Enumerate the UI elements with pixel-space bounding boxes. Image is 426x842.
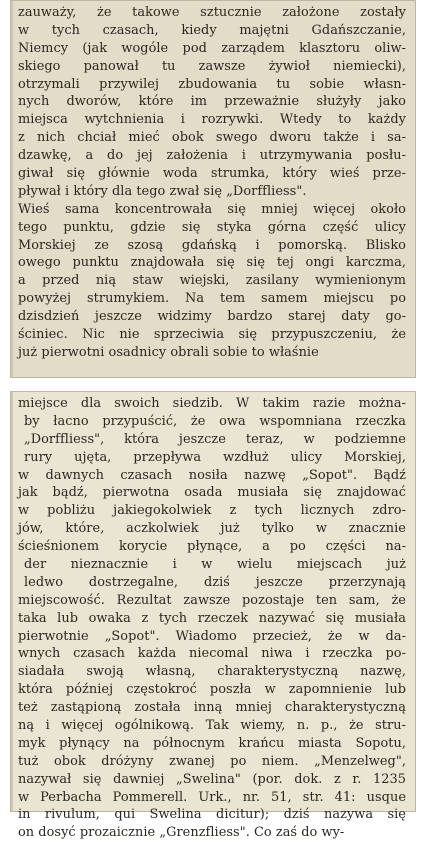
text-line: w Perbacha Pommerell. Urk., nr. 51, str. 41: usque [18, 789, 406, 805]
text-line: miejsca wytchnienia i rozrywki. Wtedy to każdy [18, 112, 406, 128]
text-line: taka lub owaka z tych rzeczek nazywać się musiała [18, 610, 406, 626]
text-line: Morskiej ze szosą gdańską i pomorską. Blisko [18, 237, 406, 253]
text-line: ściniec. Nic nie sprzeciwia się przypuszczeniu, że [18, 327, 406, 343]
text-line: miejsce dla swoich siedzib. W takim razie można- [18, 396, 406, 411]
text-line: a przed nią staw wiejski, zasilany wymienionym [18, 273, 406, 289]
clipping-text-top [18, 4, 406, 362]
text-line: już pierwotni osadnicy obrali sobie to właśnie [18, 344, 319, 360]
text-line: „Dorffliess", która jeszcze teraz, w podziemne [24, 431, 406, 447]
text-line: on dosyć prozaicznie „Grenzfliess". Co zaś do wy- [18, 825, 345, 841]
text-line: która później częstokroć poszła w zapomnienie lub [18, 682, 406, 698]
text-line: ną i więcej ogólnikową. Tak wiemy, n. p., że stru- [18, 718, 406, 734]
text-line: pływał i który dla tego zwał się „Dorffliess". [18, 183, 307, 199]
text-line: jów, które, aczkolwiek już tylko w znacznie [18, 521, 406, 537]
text-line: in rivulum, qui Swelina dicitur); dziś nazywa się [18, 807, 406, 823]
text-line: dzawkę, a do jej założenia i utrzymywania posłu- [18, 148, 406, 164]
text-line: nych dworów, które im przeważnie służyły jako [18, 94, 406, 110]
text-line: ścieśnionem korycie płynące, a po części na- [18, 539, 406, 555]
text-line: w dawnych czasach nosiła nazwę „Sopot". Bądź [18, 467, 406, 483]
text-line: owego punktu znajdowała się się tej ongi karczma, [18, 255, 406, 271]
text-line: wnych czasach każda niecomal niwa i rzeczka po- [18, 646, 406, 662]
text-line: rury ujęta, przepływa wzdłuż ulicy Morskiej, [24, 449, 406, 465]
text-line: z nich chciał mieć obok swego dworu także i sa- [18, 130, 406, 146]
text-line: pierwotnie „Sopot". Wiadomo przecież, że w da- [18, 628, 406, 644]
text-line: Niemcy (jak wogóle pod zarządem klasztoru oliw- [18, 40, 406, 56]
text-line: der nieznacznie i w wielu miejscach już [24, 557, 406, 573]
text-line: dzisdzień jeszcze widzimy bardzo starej daty go- [18, 309, 406, 325]
text-line: tuż obok dróżyny zwanej po niem. „Menzelweg", [18, 753, 406, 769]
text-line: ledwo dostrzegalne, dziś jeszcze przerzynają [24, 574, 406, 590]
text-line: otrzymali przywilej zbudowania tu sobie własn- [18, 76, 406, 92]
text-line: myk płynący na północnym krańcu miasta Sopotu, [18, 735, 406, 751]
text-line: Wieś sama koncentrowała się mniej więcej około [18, 201, 406, 217]
text-line: zauważy, że takowe sztucznie założone zostały [18, 5, 406, 20]
text-line: siadała swoją własną, charakterystyczną nazwę, [18, 664, 406, 680]
text-line: giwał się głównie woda strumka, który wieś prze- [18, 166, 406, 182]
text-line: miejscowość. Rezultat zawsze pozostaje ten sam, że [18, 592, 406, 608]
text-line: w tych czasach, kiedy majętni Gdańszczanie, [18, 22, 406, 38]
clipping-edge [11, 392, 13, 811]
clipping-edge [11, 1, 13, 377]
text-line: tego punktu, gdzie się styka górna część ulicy [18, 219, 406, 235]
text-line: nazywał się dawniej „Swelina" (por. dok. z r. 1235 [18, 771, 406, 787]
text-line: powyżej strumykiem. Na tem samem miejscu po [18, 291, 406, 307]
newspaper-clipping-bottom [10, 391, 416, 841]
clipping-text-bottom [18, 395, 406, 842]
text-line: w pobliżu jakiegokolwiek z tych licznych zdro- [18, 503, 406, 519]
text-line: też zastąpioną została inną mniej charakterystyczną [18, 700, 406, 716]
newspaper-clipping-top [10, 0, 416, 378]
text-line: jak bądź, pierwotna osada musiała się znajdować [18, 485, 406, 501]
text-line: by łacno przypuścić, że owa wspomniana rzeczka [24, 413, 406, 429]
text-line: skiego panował tu zawsze żywioł niemiecki), [18, 58, 406, 74]
